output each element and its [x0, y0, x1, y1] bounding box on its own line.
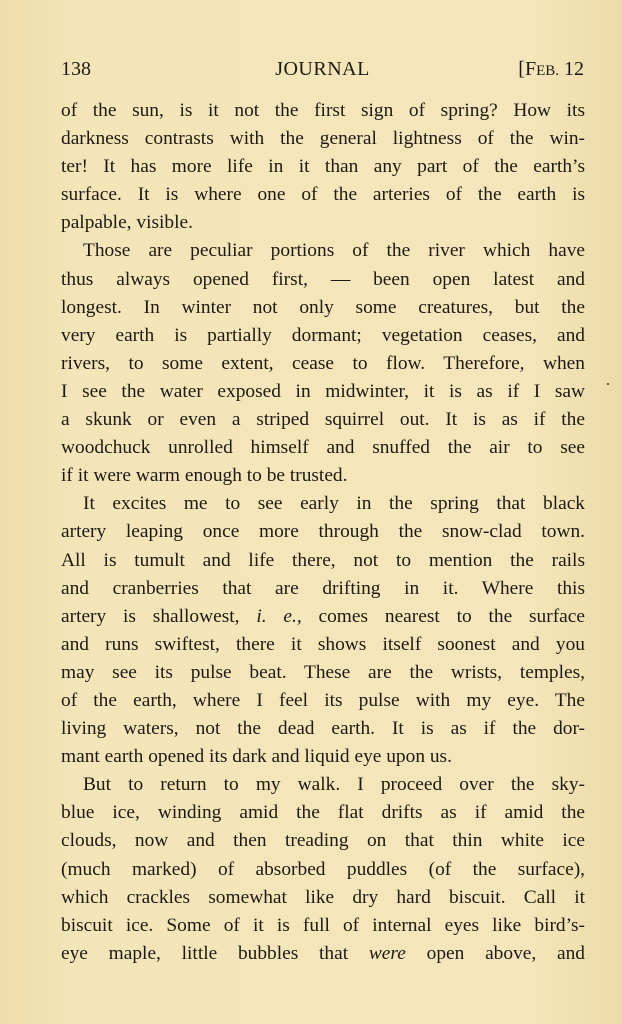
text-line: of the sun, is it not the first sign of spring? How its — [61, 100, 585, 121]
print-speck — [607, 383, 609, 385]
text-line: may see its pulse beat. These are the wrists, temples, — [61, 661, 585, 683]
date-day: 12 — [559, 58, 584, 80]
text-line: But to return to my walk. I proceed over the sky- — [83, 774, 585, 796]
italic-abbreviation: i. e., — [256, 605, 302, 627]
text-line: if it were warm enough to be trusted. — [61, 465, 348, 487]
text-line: darkness contrasts with the general lightness of the win- — [61, 128, 585, 150]
text-line: palpable, visible. — [61, 212, 193, 234]
text-line: I see the water exposed in midwinter, it is as if I saw — [61, 380, 585, 402]
text-line — [61, 940, 585, 968]
text-line: Those are peculiar portions of the river which have — [83, 240, 585, 262]
text-line: mant earth opened its dark and liquid eye upon us. — [61, 746, 452, 768]
text-run: open above, and — [405, 942, 585, 964]
running-title: JOURNAL — [275, 58, 370, 80]
text-line: longest. In winter not only some creatures, but the — [61, 296, 585, 318]
text-line — [61, 603, 585, 631]
text-line: It excites me to see early in the spring that black — [83, 493, 585, 515]
text-line: clouds, now and then treading on that thin white ice — [61, 830, 585, 852]
text-line: a skunk or even a striped squirrel out. It is as if the — [61, 409, 585, 431]
text-line: living waters, not the dead earth. It is as if the dor- — [61, 718, 585, 740]
text-line: rivers, to some extent, cease to flow. Therefore, when — [61, 352, 585, 374]
page-header — [61, 56, 584, 82]
text-line: All is tumult and life there, not to mention the rails — [61, 549, 585, 571]
text-line: (much marked) of absorbed puddles (of the surface), — [61, 858, 585, 880]
body-text — [61, 97, 585, 968]
text-line: woodchuck unrolled himself and snuffed the air to see — [61, 437, 585, 459]
text-line: ter! It has more life in it than any part of the earth’s — [61, 156, 585, 178]
text-line: thus always opened first, — been open latest and — [61, 268, 585, 290]
text-line: and runs swiftest, there it shows itself soonest and you — [61, 633, 585, 655]
text-line: very earth is partially dormant; vegetation ceases, and — [61, 324, 585, 346]
text-line: which crackles somewhat like dry hard biscuit. Call it — [61, 886, 585, 908]
page-number: 138 — [61, 58, 91, 80]
text-line: of the earth, where I feel its pulse with my eye. The — [61, 689, 585, 711]
text-line: blue ice, winding amid the flat drifts as if amid the — [61, 802, 585, 824]
date-month: EB. — [536, 63, 559, 79]
date-mark — [518, 56, 584, 84]
text-line: artery leaping once more through the snow-clad town. — [61, 521, 585, 543]
italic-emphasis: were — [368, 942, 406, 964]
text-line: biscuit ice. Some of it is full of internal eyes like bird’s- — [61, 914, 585, 936]
date-bracket: [F — [518, 58, 537, 80]
text-run: comes nearest to the surface — [301, 605, 585, 627]
text-run: eye maple, little bubbles that — [61, 942, 369, 964]
text-line: and cranberries that are drifting in it. Where this — [61, 577, 585, 599]
text-run: artery is shallowest, — [61, 605, 257, 627]
text-line: surface. It is where one of the arteries of the earth is — [61, 184, 585, 206]
